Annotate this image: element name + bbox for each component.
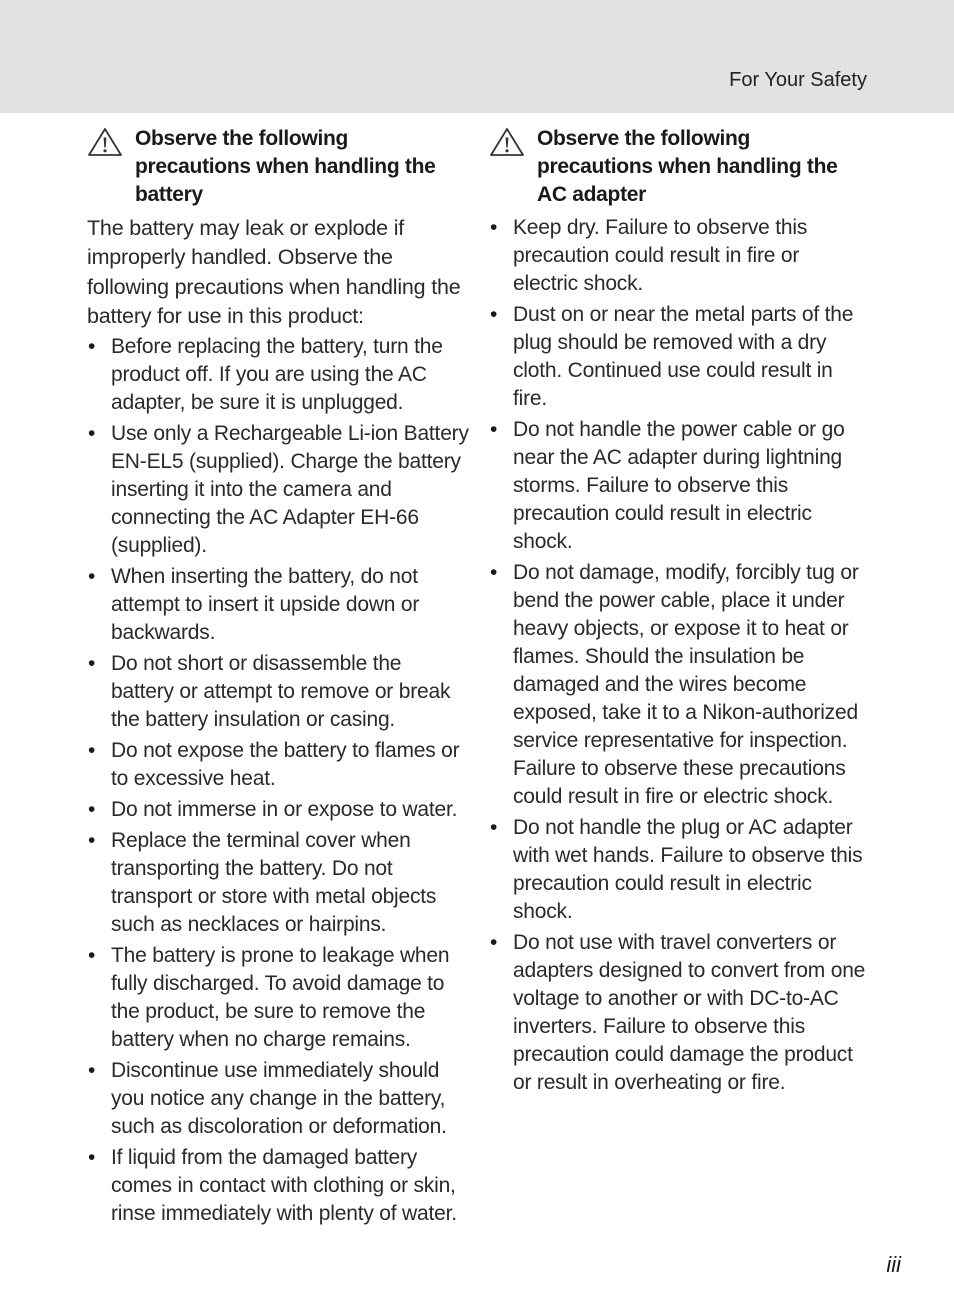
list-item (87, 796, 469, 824)
bullet-point: • (490, 561, 498, 584)
page-number: iii (886, 1252, 901, 1277)
warning-triangle-icon (489, 127, 525, 157)
section-intro: The battery may leak or explode if improperly handled. Observe the following precautions when handling the battery for use in this product: (87, 216, 461, 328)
list-item (489, 214, 867, 298)
list-item-text: Do not expose the battery to flames or to excessive heat. (111, 739, 460, 791)
precaution-list (489, 214, 867, 1097)
list-item (489, 814, 867, 926)
bullet-point: • (88, 565, 96, 589)
list-item-text: Do not handle the power cable or go near the AC adapter during lightning storms. Failure to observe this precaution could result in electric shock. (513, 418, 845, 553)
list-item-text: Do not short or disassemble the battery or attempt to remove or break the battery insulation or casing. (111, 652, 451, 732)
list-item (489, 416, 867, 556)
list-item-text: Keep dry. Failure to observe this precaution could result in fire or electric shock. (513, 216, 808, 295)
bullet-point: • (88, 829, 96, 853)
ac-adapter-precautions-section (489, 125, 867, 1100)
list-item (87, 563, 469, 647)
list-item (489, 559, 867, 811)
bullet-point: • (490, 216, 498, 239)
list-item-text: Before replacing the battery, turn the product off. If you are using the AC adapter, be sure it is unplugged. (111, 335, 443, 415)
list-item (87, 333, 469, 417)
bullet-point: • (490, 816, 498, 839)
list-item-text: Do not use with travel converters or adapters designed to convert from one voltage to another or with DC-to-AC inverters. Failure to observe this precaution could damage the product or result in overheating or fire. (513, 931, 866, 1094)
list-item (489, 929, 867, 1097)
bullet-point: • (88, 1146, 96, 1170)
list-item-text: The battery is prone to leakage when fully discharged. To avoid damage to the product, be sure to remove the battery when no charge remains. (111, 944, 450, 1052)
list-item (489, 301, 867, 413)
list-item-text: Do not immerse in or expose to water. (111, 798, 458, 822)
bullet-point: • (88, 652, 96, 676)
list-item-text: Do not damage, modify, forcibly tug or bend the power cable, place it under heavy objects, or expose it to heat or flames. Should the insulation be damaged and the wires become exposed, take it to a Nikon-authorized service representative for inspection. Failure to observe these precautions could result in fire or electric shock. (513, 561, 859, 808)
list-item-text: When inserting the battery, do not attempt to insert it upside down or backwards. (111, 565, 420, 645)
list-item-text: Do not handle the plug or AC adapter with wet hands. Failure to observe this precaution could result in electric shock. (513, 816, 863, 923)
bullet-point: • (88, 1059, 96, 1083)
battery-precautions-section (87, 125, 469, 1231)
section-heading (489, 125, 867, 209)
list-item-text: Replace the terminal cover when transporting the battery. Do not transport or store with metal objects such as necklaces or hairpins. (111, 829, 437, 937)
list-item (87, 650, 469, 734)
list-item (87, 1057, 469, 1141)
list-item (87, 1144, 469, 1228)
list-item (87, 737, 469, 793)
bullet-point: • (88, 944, 96, 968)
section-heading (87, 125, 469, 209)
list-item-text: Use only a Rechargeable Li-ion Battery EN-EL5 (supplied). Charge the battery inserting it into the camera and connecting the AC Adapter EH-66 (supplied). (111, 422, 469, 558)
list-item (87, 942, 469, 1054)
bullet-point: • (88, 798, 96, 822)
page-header-title: For Your Safety (729, 69, 867, 91)
section-title: Observe the following precautions when handling the battery (135, 127, 436, 206)
precaution-list (87, 333, 469, 1228)
bullet-point: • (490, 931, 498, 954)
list-item-text: If liquid from the damaged battery comes in contact with clothing or skin, rinse immediately with plenty of water. (111, 1146, 457, 1226)
header-band (0, 0, 954, 113)
list-item (87, 827, 469, 939)
section-title: Observe the following precautions when handling the AC adapter (537, 127, 838, 206)
bullet-point: • (88, 739, 96, 763)
list-item-text: Discontinue use immediately should you notice any change in the battery, such as discoloration or deformation. (111, 1059, 447, 1139)
bullet-point: • (490, 418, 498, 441)
list-item (87, 420, 469, 560)
bullet-point: • (88, 422, 96, 446)
warning-triangle-icon (87, 127, 123, 157)
list-item-text: Dust on or near the metal parts of the plug should be removed with a dry cloth. Continued use could result in fire. (513, 303, 854, 410)
bullet-point: • (490, 303, 498, 326)
bullet-point: • (88, 335, 96, 359)
